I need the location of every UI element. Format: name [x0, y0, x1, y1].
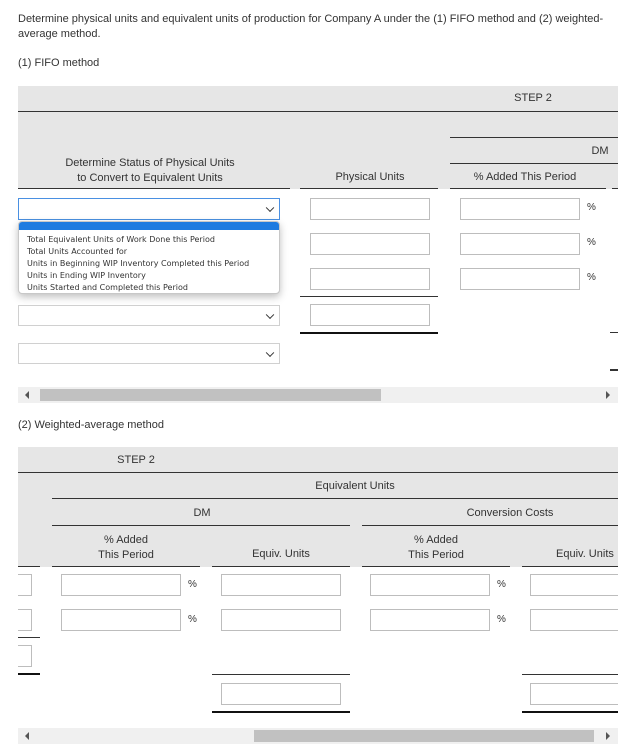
pct-symbol: %: [188, 614, 197, 625]
wa-cc-equiv-input-1[interactable]: [530, 574, 618, 596]
dm-equiv-col-rule: [212, 566, 350, 567]
weighted-step-label: STEP 2: [117, 454, 155, 466]
wa-dm-equiv-input-1[interactable]: [221, 574, 341, 596]
cc-equiv-total-rule: [522, 711, 618, 713]
wa-cc-equiv-input-2[interactable]: [530, 609, 618, 631]
weighted-header-rule: [18, 472, 618, 473]
scroll-right-icon[interactable]: [606, 391, 610, 399]
physical-units-input-3[interactable]: [310, 268, 430, 290]
status-column-header: Determine Status of Physical Units to Convert to Equivalent Units: [65, 157, 235, 184]
instructions-text: Determine physical units and equivalent units of production for Company A under the (1) FIFO method and (2) weighted-average method.: [18, 13, 604, 40]
dm-pct-added-line2: This Period: [98, 549, 154, 561]
pct-symbol-1: %: [587, 202, 596, 213]
phys-total-rule: [18, 673, 40, 675]
dropdown-highlight-blank-option[interactable]: [19, 222, 279, 230]
fifo-step-label: STEP 2: [514, 92, 552, 104]
fifo-horizontal-scrollbar[interactable]: [18, 387, 618, 403]
pct-symbol: %: [497, 614, 506, 625]
physical-units-header: Physical Units: [335, 171, 405, 183]
wa-physical-input-1[interactable]: [18, 574, 32, 596]
phys-subtotal-rule: [18, 637, 40, 638]
scrollbar-thumb[interactable]: [40, 389, 381, 401]
pct-added-input-2[interactable]: [460, 233, 580, 255]
dropdown-option[interactable]: Units in Beginning WIP Inventory Completed this Period: [27, 259, 250, 268]
scroll-left-icon[interactable]: [25, 732, 29, 740]
dm-equiv-total-rule: [212, 711, 350, 713]
chevron-down-icon: [266, 204, 274, 212]
dm-stub-rule: [610, 332, 618, 333]
pct-symbol-3: %: [587, 272, 596, 283]
pct-added-header: % Added This Period: [473, 171, 577, 183]
wa-dm-pct-input-2[interactable]: [61, 609, 181, 631]
status-select-1[interactable]: [18, 198, 280, 220]
status-select-5[interactable]: [18, 343, 280, 364]
pct-added-input-3[interactable]: [460, 268, 580, 290]
fifo-section-label: (1) FIFO method: [18, 57, 100, 69]
weighted-section-label: (2) Weighted-average method: [18, 419, 164, 431]
cc-equiv-units-header: Equiv. Units: [556, 548, 614, 560]
wa-physical-input-2[interactable]: [18, 609, 32, 631]
phys-col-rule: [18, 566, 40, 567]
cc-pct-added-line2: This Period: [408, 549, 464, 561]
physical-col-rule: [300, 188, 438, 189]
chevron-down-icon: [266, 310, 274, 318]
pct-symbol: %: [188, 579, 197, 590]
wa-dm-pct-input-1[interactable]: [61, 574, 181, 596]
scrollbar-thumb[interactable]: [254, 730, 594, 742]
dropdown-option[interactable]: Total Equivalent Units of Work Done this Period: [27, 235, 215, 244]
cc-pct-col-rule: [362, 566, 510, 567]
wa-cc-pct-input-2[interactable]: [370, 609, 490, 631]
dm-equiv-subtotal-rule: [212, 674, 350, 675]
dm-col-rule: [612, 188, 618, 189]
equiv-units-group-header: Equivalent Units: [315, 480, 395, 492]
dropdown-option[interactable]: Units Started and Completed this Period: [27, 283, 188, 292]
status-select-4[interactable]: [18, 305, 280, 326]
fifo-dm-header: DM: [591, 145, 609, 157]
conversion-costs-header: Conversion Costs: [466, 507, 554, 519]
equiv-units-group-rule: [52, 498, 618, 499]
pct-col-rule: [450, 188, 606, 189]
dm-total-stub-rule: [610, 369, 618, 371]
physical-units-input-1[interactable]: [310, 198, 430, 220]
dm-pct-col-rule: [52, 566, 200, 567]
cc-pct-added-line1: % Added: [413, 534, 459, 546]
scroll-right-icon[interactable]: [606, 732, 610, 740]
physical-units-total-input[interactable]: [310, 304, 430, 326]
status-col-rule: [18, 188, 290, 189]
pct-added-input-1[interactable]: [460, 198, 580, 220]
dropdown-option[interactable]: Units in Ending WIP Inventory: [27, 271, 146, 280]
wa-physical-total-input[interactable]: [18, 645, 32, 667]
pct-symbol: %: [497, 579, 506, 590]
dm-equiv-units-header: Equiv. Units: [252, 548, 310, 560]
fifo-dm-rule-top: [450, 137, 618, 138]
dropdown-option[interactable]: Total Units Accounted for: [27, 247, 128, 256]
wa-dm-equiv-input-2[interactable]: [221, 609, 341, 631]
wa-cc-pct-input-1[interactable]: [370, 574, 490, 596]
dm-pct-added-line1: % Added: [103, 534, 149, 546]
scroll-left-icon[interactable]: [25, 391, 29, 399]
cc-equiv-subtotal-rule: [522, 674, 618, 675]
physical-total-rule: [300, 332, 438, 334]
conversion-costs-rule: [362, 525, 618, 526]
cc-equiv-col-rule: [522, 566, 618, 567]
wa-cc-equiv-total-input[interactable]: [530, 683, 618, 705]
chevron-down-icon: [266, 348, 274, 356]
physical-subtotal-rule: [300, 296, 438, 297]
weighted-dm-header: DM: [193, 507, 211, 519]
fifo-header-rule: [18, 111, 618, 112]
dm-pct-added-header: [86, 533, 166, 563]
fifo-dm-rule: [450, 163, 618, 164]
wa-dm-equiv-total-input[interactable]: [221, 683, 341, 705]
pct-symbol-2: %: [587, 237, 596, 248]
cc-pct-added-header: [396, 533, 476, 563]
status-dropdown-list: [18, 221, 280, 294]
physical-units-input-2[interactable]: [310, 233, 430, 255]
weighted-horizontal-scrollbar[interactable]: [18, 728, 618, 744]
weighted-dm-rule: [52, 525, 350, 526]
